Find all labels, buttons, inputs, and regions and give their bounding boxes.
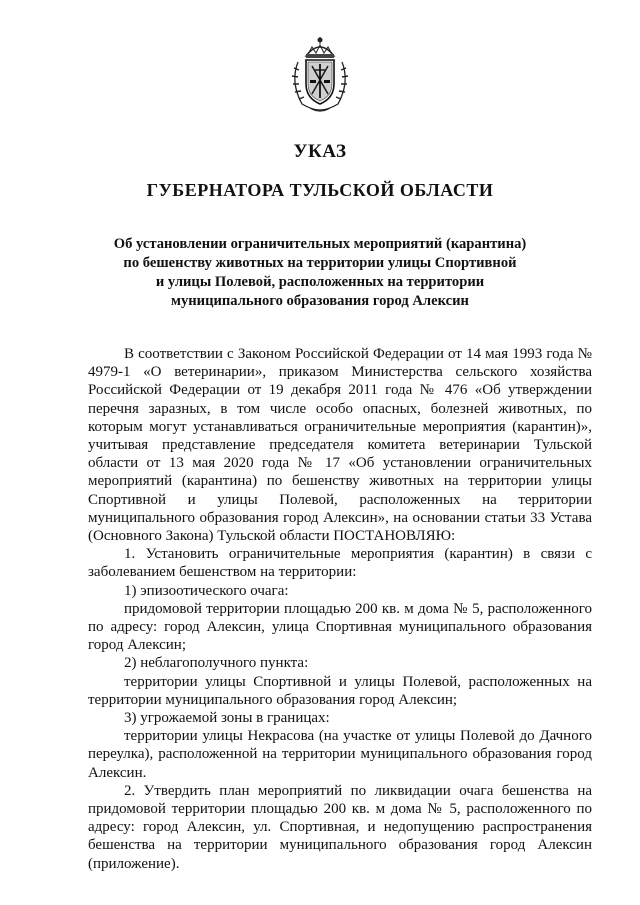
document-issuer: ГУБЕРНАТОРА ТУЛЬСКОЙ ОБЛАСТИ: [146, 180, 494, 200]
item-2-paragraph: 2. Утвердить план мероприятий по ликвидации очага бешенства на придомовой территории площадью 200 кв. м дома № 5, расположенного по адресу: город Алексин, ул. Спортивная, и недопущению распространения бешенства на территории муниципального образования город Алексин (приложение).: [88, 782, 592, 872]
document-body: [88, 345, 592, 873]
item-1-1-text: придомовой территории площадью 200 кв. м дома № 5, расположенного по адресу: город Алексин, улица Спортивная муниципального образования город Алексин;: [88, 600, 592, 654]
subject-line: и улицы Полевой, расположенных на территории: [155, 274, 485, 290]
subject-line: по бешенству животных на территории улицы Спортивной: [123, 255, 517, 271]
item-1-paragraph: 1. Установить ограничительные мероприятия (карантин) в связи с заболеванием бешенством на территории:: [88, 546, 592, 581]
item-1-3-label: 3) угрожаемой зоны в границах:: [124, 710, 330, 727]
item-1-3-text: территории улицы Некрасова (на участке от улицы Полевой до Дачного переулка), расположенной на территории муниципального образования город Алексин.: [88, 728, 592, 781]
subject-line: муниципального образования город Алексин: [171, 293, 469, 309]
subject-line: Об установлении ограничительных мероприятий (карантина): [113, 236, 527, 252]
document-title: УКАЗ: [293, 141, 347, 162]
tula-coat-of-arms-icon: [284, 34, 356, 114]
item-1-1-label: 1) эпизоотического очага:: [124, 582, 289, 599]
item-1-2-label: 2) неблагополучного пункта:: [124, 655, 309, 672]
item-1-2-text: территории улицы Спортивной и улицы Полевой, расположенных на территории муниципального образования город Алексин;: [88, 673, 592, 708]
preamble-paragraph: В соответствии с Законом Российской Федерации от 14 мая 1993 года № 4979-1 «О ветеринарии», приказом Министерства сельского хозяйства Российской Федерации от 19 декабря 2011 года № 476 «Об утверждении перечня заразных, в том числе особо опасных, болезней животных, по которым могут устанавливаться ограничительные мероприятия (карантин)», учитывая представление председателя комитета ветеринарии Тульской области от 13 мая 2020 года № 17 «Об установлении ограничительных мероприятий (карантина) по бешенству животных на территории улицы Спортивной и улицы Полевой, расположенных на территории муниципального образования город Алексин», на основании статьи 33 Устава (Основного Закона) Тульской области ПОСТАНОВЛЯЮ:: [88, 346, 592, 545]
document-subject: [100, 235, 540, 311]
